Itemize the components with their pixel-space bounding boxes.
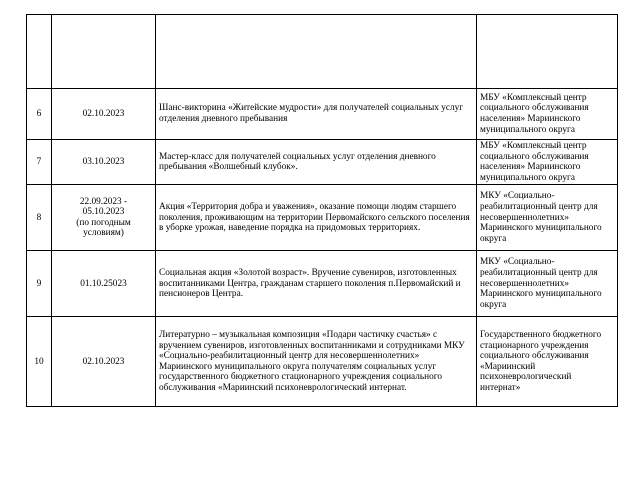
cell-date: 03.10.2023 — [52, 140, 156, 185]
cell-organizer: МБУ «Комплексный центр социального обслуживания населения» Мариинского муниципального округа — [477, 89, 618, 140]
events-table — [26, 14, 618, 407]
cell-event: Социальная акция «Золотой возраст». Вручение сувениров, изготовленных воспитанниками Центра, гражданам старшего поколения п.Первомайский и пенсионеров Центра. — [156, 251, 477, 317]
cell-date — [52, 15, 156, 89]
date-line: 22.09.2023 - — [79, 197, 128, 208]
cell-event — [156, 15, 477, 89]
cell-organizer: МКУ «Социально-реабилитационный центр для несовершеннолетних» Мариинского муниципального округа — [477, 185, 618, 251]
cell-organizer: Государственного бюджетного стационарного учреждения социального обслуживания «Мариинский психоневрологический интернат» — [477, 317, 618, 407]
table-row — [27, 89, 618, 140]
cell-event: Литературно – музыкальная композиция «Подари частичку счастья» с вручением сувениров, изготовленных воспитанниками и сотрудниками МКУ «Социально-реабилитационный центр для несовершеннолетних» Мариинского муниципального округа получателям социальных услуг государственного бюджетного стационарного учреждения социального обслуживания «Мариинский психоневрологический интернат. — [156, 317, 477, 407]
cell-event: Акция «Территория добра и уважения», оказание помощи людям старшего поколения, проживающим на территории Первомайского сельского поселения в уборке урожая, наведение порядка на придомовых территориях. — [156, 185, 477, 251]
table-row — [27, 185, 618, 251]
table-row — [27, 317, 618, 407]
date-line: условиям) — [83, 228, 124, 239]
cell-date: 01.10.25023 — [52, 251, 156, 317]
cell-date — [52, 185, 156, 251]
cell-event: Шанс-викторина «Житейские мудрости» для получателей социальных услуг отделения дневного пребывания — [156, 89, 477, 140]
table-row — [27, 251, 618, 317]
cell-num: 8 — [27, 185, 52, 251]
table-row — [27, 140, 618, 185]
cell-event: Мастер-класс для получателей социальных услуг отделения дневного пребывания «Волшебный клубок». — [156, 140, 477, 185]
cell-num — [27, 15, 52, 89]
cell-organizer: МБУ «Комплексный центр социального обслуживания населения» Мариинского муниципального округа — [477, 140, 618, 185]
cell-num: 9 — [27, 251, 52, 317]
cell-num: 7 — [27, 140, 52, 185]
cell-num: 6 — [27, 89, 52, 140]
cell-organizer — [477, 15, 618, 89]
cell-num: 10 — [27, 317, 52, 407]
date-line: 05.10.2023 — [82, 207, 125, 218]
cell-date: 02.10.2023 — [52, 317, 156, 407]
date-line: (по погодным — [76, 217, 131, 228]
cell-organizer: МКУ «Социально-реабилитационный центр для несовершеннолетних» Мариинского муниципального округа — [477, 251, 618, 317]
cell-date: 02.10.2023 — [52, 89, 156, 140]
table-row-blank — [27, 15, 618, 89]
